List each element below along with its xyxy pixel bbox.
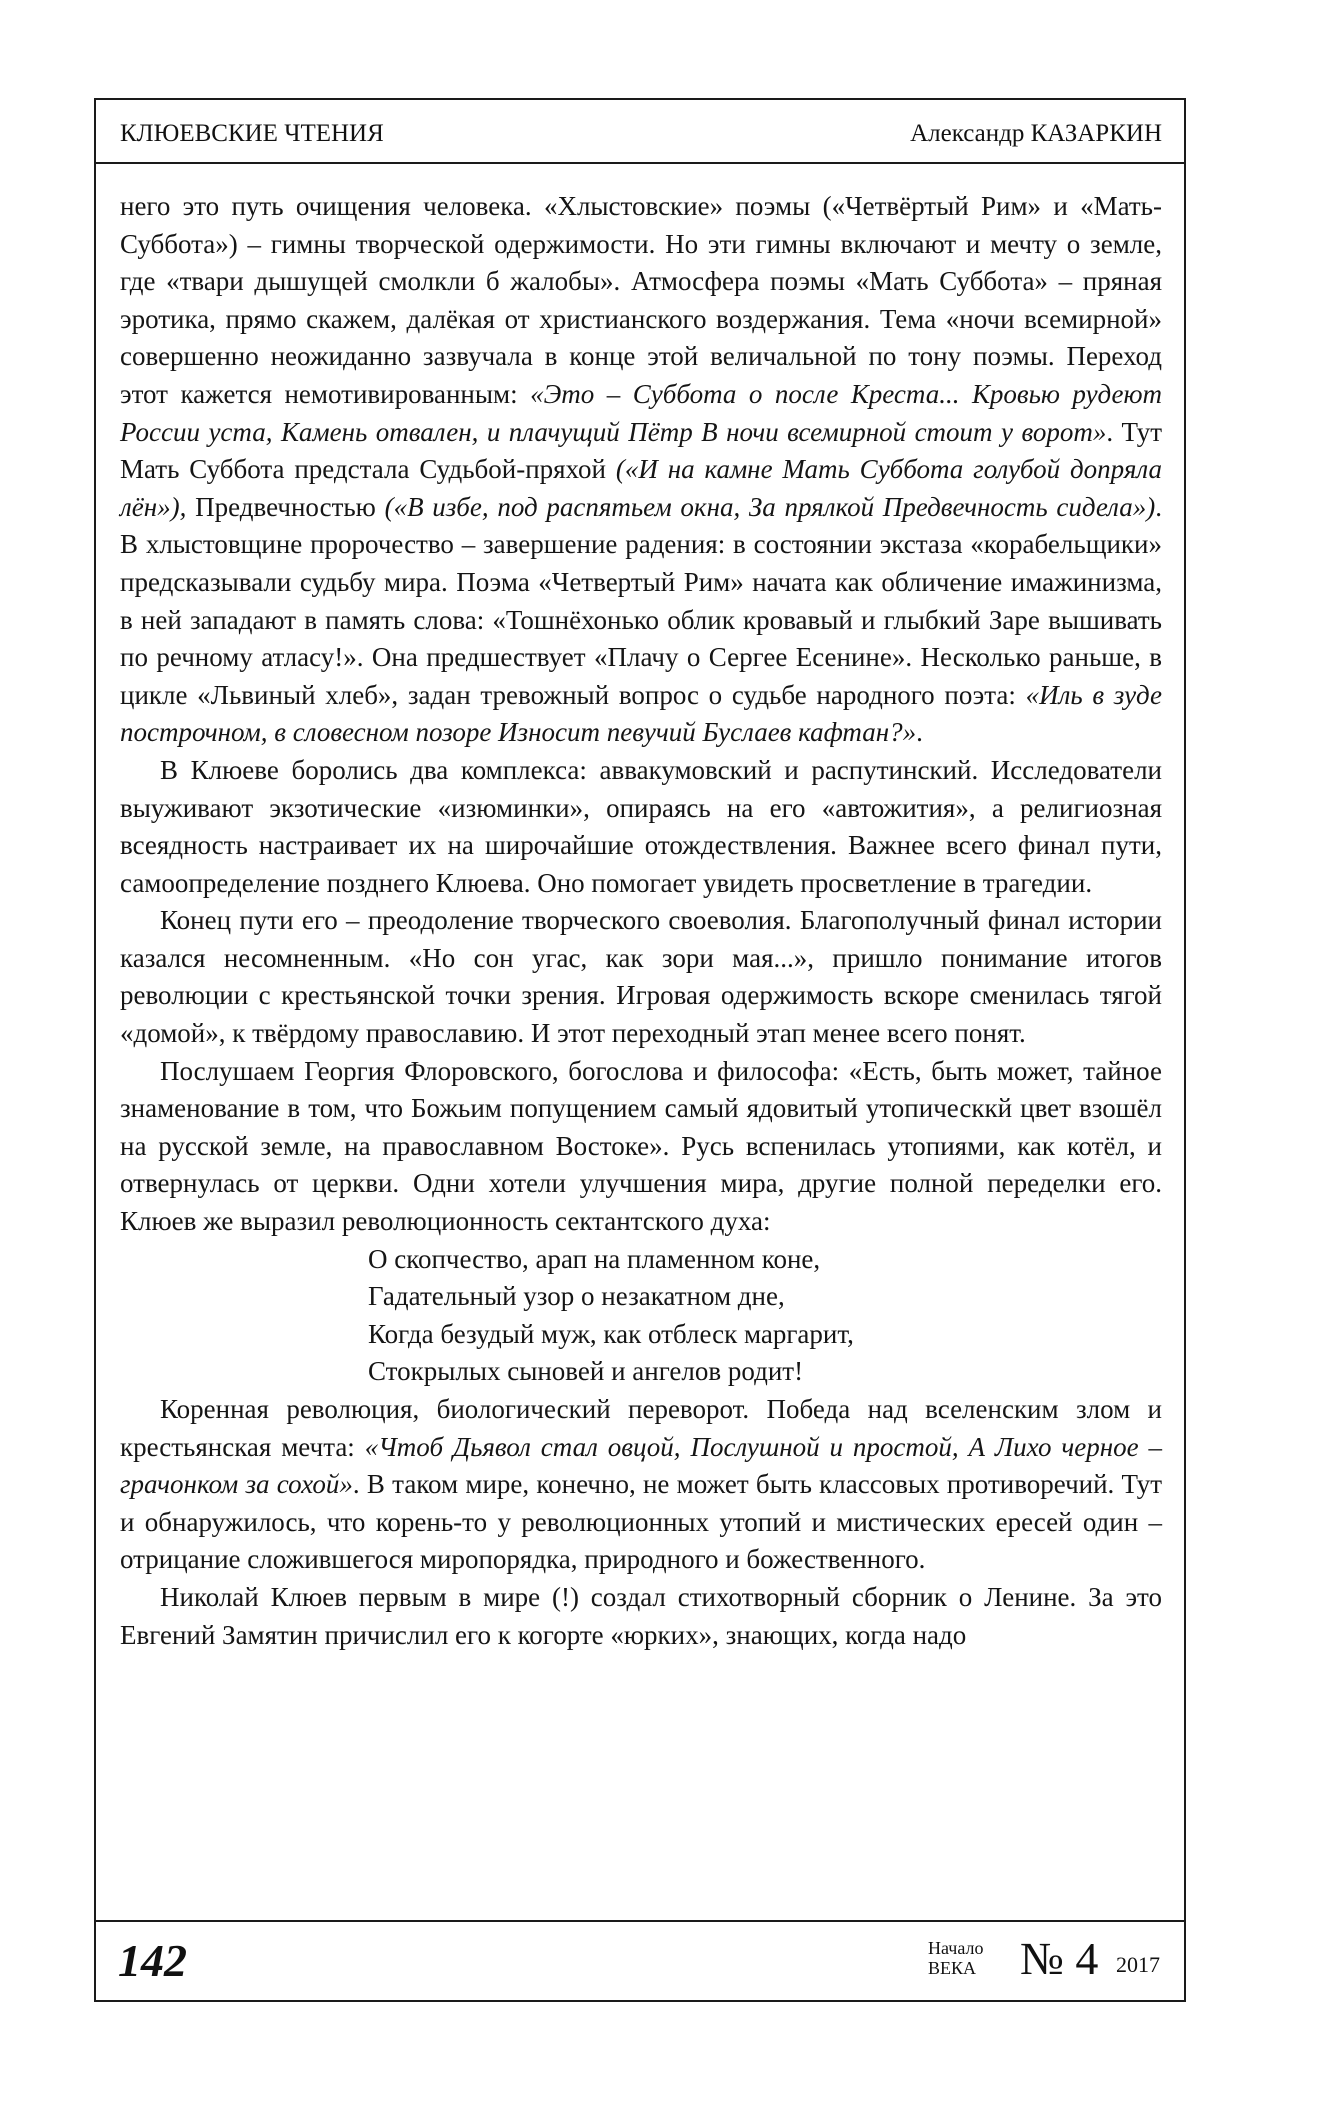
magazine-name	[928, 1938, 983, 1978]
section-title: КЛЮЕВСКИЕ ЧТЕНИЯ	[120, 120, 384, 147]
italic-quote: «Иль в зуде построчном, в словесном позоре Износит певучий Буслаев кафтан?»	[120, 679, 1162, 748]
italic-quote: («В избе, под распятьем окна, За прялкой Предвечность сидела»)	[384, 491, 1156, 522]
verse-quote	[368, 1241, 1162, 1391]
italic-quote: («И на камне Мать Суббота голубой допряла лён»),	[120, 454, 1162, 522]
italic-quote: «Чтоб Дьявол стал овцой, Послушной и простой, А Лихо черное – грачонком за сохой»	[120, 1431, 1162, 1500]
running-header	[96, 100, 1184, 164]
page-number: 142	[118, 1935, 187, 1986]
paragraph-p6	[120, 1579, 1162, 1654]
verse-line: Гадательный узор о незакатном дне,	[368, 1281, 785, 1312]
paragraphs-before-verse	[120, 188, 1162, 1241]
text-run: Предвечностью	[186, 491, 385, 522]
verse-line: О скопчество, арап на пламенном коне,	[368, 1243, 821, 1274]
text-run: В Клюеве боролись два комплекса: аввакумовский и распутинский. Исследователи выуживают экзотические «изюминки», опираясь на его «автожития», а религиозная всеядность настраивает их на широчайшие отождествления. Важнее всего финал пути, самоопределение позднего Клюева. Оно помогает увидеть просветление в трагедии.	[120, 754, 1162, 898]
page-frame	[94, 98, 1186, 2002]
text-run: . В хлыстовщине пророчество – завершение радения: в состоянии экстаза «корабельщики» предсказывали судьбу мира. Поэма «Четвертый Рим» начата как обличение имажинизма, в ней западают в память слова: «Тошнёхонько облик кровавый и глыбкий Заре вышивать по речному атласу!». Она предшествует «Плачу о Сергее Есенине». Несколько раньше, в цикле «Львиный хлеб», задан тревожный вопрос о судьбе народного поэта:	[120, 491, 1162, 710]
paragraph-p3	[120, 902, 1162, 1052]
text-run: Коренная революция, биологический переворот. Победа над вселенским злом и крестьянская мечта:	[120, 1394, 1162, 1462]
paragraph-p1	[120, 188, 1162, 752]
text-run: .	[916, 717, 923, 748]
text-run: . Тут Мать Суббота предстала Судьбой-пряхой	[120, 416, 1163, 485]
verse-line: Когда безудый муж, как отблеск маргарит,	[368, 1318, 854, 1349]
paragraphs-after-verse	[120, 1391, 1162, 1654]
issue-number: № 4	[1020, 1933, 1099, 1984]
paragraph-p4	[120, 1053, 1162, 1241]
text-run: Послушаем Георгия Флоровского, богослова и философа: «Есть, быть может, тайное знаменование в том, что Божьим попущением самый ядовитый утопическкй цвет взошёл на русской земле, на православном Востоке». Русь вспенилась утопиями, как котёл, и отвернулась от церкви. Одни хотели улучшения мира, другие полной переделки его. Клюев же выразил революционность сектантского духа:	[120, 1055, 1162, 1237]
page-footer	[96, 1920, 1184, 2000]
italic-quote: «Это – Суббота о после Креста... Кровью рудеют России уста, Камень отвален, и плачущий Пётр В ночи всемирной стоит у ворот»	[120, 378, 1162, 447]
paragraph-p2	[120, 752, 1162, 902]
text-run: Конец пути его – преодоление творческого своеволия. Благополучный финал истории казался несомненным. «Но сон угас, как зори мая...», пришло понимание итогов революции с крестьянской точки зрения. Игровая одержимость вскоре сменилась тягой «домой», к твёрдому православию. И этот переходный этап менее всего понят.	[120, 905, 1162, 1049]
paragraph-p5	[120, 1391, 1162, 1579]
text-run: Николай Клюев первым в мире (!) создал стихотворный сборник о Ленине. За это Евгений Замятин причислил его к когорте «юрких», знающих, когда надо	[120, 1581, 1162, 1650]
author-name: Александр КАЗАРКИН	[910, 120, 1162, 147]
issue-year: 2017	[1116, 1952, 1160, 1977]
magazine-name-line1: Начало	[928, 1938, 984, 1958]
article-body	[120, 188, 1162, 1654]
verse-line: Стокрылых сыновей и ангелов родит!	[368, 1356, 804, 1387]
text-run: . В таком мире, конечно, не может быть классовых противоречий. Тут и обнаружилось, что корень-то у революционных утопий и мистических ересей один – отрицание сложившегося миропорядка, природного и божественного.	[120, 1469, 1162, 1575]
magazine-name-line2: ВЕКА	[928, 1958, 977, 1978]
text-run: него это путь очищения человека. «Хлыстовские» поэмы («Четвёртый Рим» и «Мать-Суббота») – гимны творческой одержимости. Но эти гимны включают и мечту о земле, где «твари дышущей смолкли б жалобы». Атмосфера поэмы «Мать Суббота» – пряная эротика, прямо скажем, далёкая от христианского воздержания. Тема «ночи всемирной» совершенно неожиданно зазвучала в конце этой величальной по тону поэмы. Переход этот кажется немотивированным:	[120, 191, 1162, 409]
